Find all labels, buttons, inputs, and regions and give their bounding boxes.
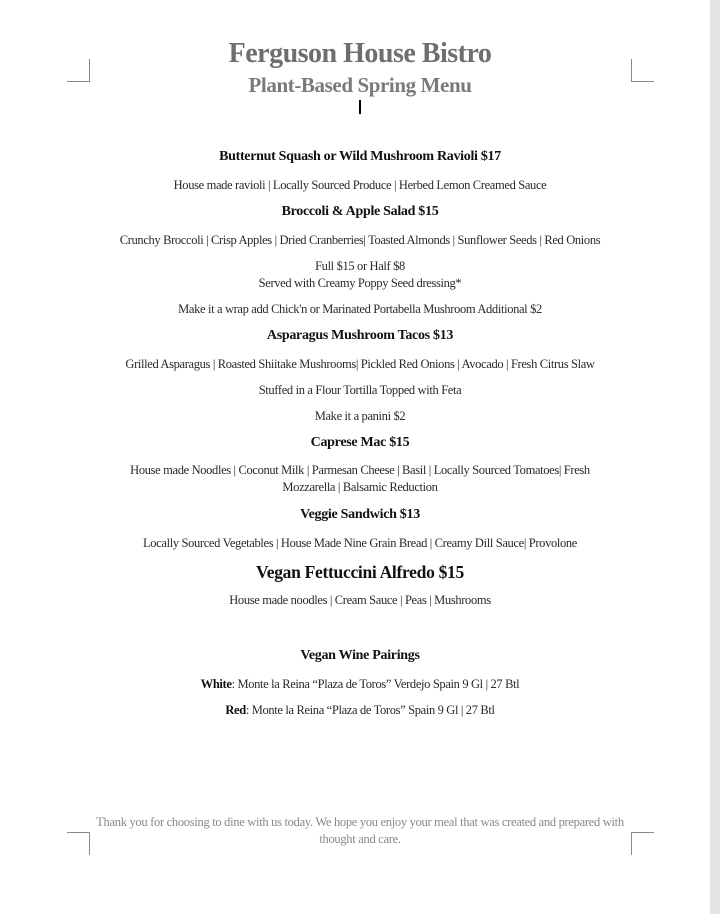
menu-item-description: Grilled Asparagus | Roasted Shiitake Mushrooms| Pickled Red Onions | Avocado | Fresh Citrus Slaw (125, 357, 595, 371)
menu-item-description: House made Noodles | Coconut Milk | Parmesan Cheese | Basil | Locally Sourced Tomatoes| Fresh Mozzarella | Balsamic Reduction (130, 463, 590, 494)
crop-mark-bottom-left (67, 832, 90, 855)
menu-item-note: Stuffed in a Flour Tortilla Topped with Feta (258, 383, 462, 397)
menu-item-heading: Caprese Mac $15 (310, 435, 410, 450)
text-cursor (359, 100, 361, 114)
menu-item-heading: Broccoli & Apple Salad $15 (281, 204, 439, 219)
menu-item-heading: Asparagus Mushroom Tacos $13 (266, 328, 454, 343)
menu-item-description: Crunchy Broccoli | Crisp Apples | Dried Cranberries| Toasted Almonds | Sunflower Seeds | Red Onions (119, 233, 601, 247)
menu-item-description: House made noodles | Cream Sauce | Peas | Mushrooms (229, 593, 491, 607)
crop-mark-top-left (67, 59, 90, 82)
menu-title: Plant-Based Spring Menu (248, 73, 472, 97)
menu-item-dressing: Served with Creamy Poppy Seed dressing* (258, 276, 462, 290)
wine-pairings-heading: Vegan Wine Pairings (300, 648, 420, 663)
menu-item-heading: Veggie Sandwich $13 (300, 507, 420, 522)
menu-item-heading: Vegan Fettuccini Alfredo $15 (256, 562, 464, 582)
menu-item-description: Locally Sourced Vegetables | House Made Nine Grain Bread | Creamy Dill Sauce| Provolone (143, 536, 577, 550)
menu-item-size-option: Full $15 or Half $8 (315, 259, 405, 273)
footer-thank-you: Thank you for choosing to dine with us today. We hope you enjoy your meal that was created and prepared with thought and care. (96, 815, 624, 846)
crop-mark-bottom-right (631, 832, 654, 855)
restaurant-name: Ferguson House Bistro (228, 38, 492, 69)
wine-red-text: : Monte la Reina “Plaza de Toros” Spain 9 Gl | 27 Btl (245, 703, 495, 717)
menu-item-addon: Make it a panini $2 (314, 409, 406, 423)
wine-white-label: White (200, 677, 232, 691)
menu-item-description: House made ravioli | Locally Sourced Produce | Herbed Lemon Creamed Sauce (173, 178, 547, 192)
wine-white-text: : Monte la Reina “Plaza de Toros” Verdejo Spain 9 Gl | 27 Btl (231, 677, 520, 691)
wine-red (90, 703, 630, 718)
wine-red-label: Red (225, 703, 246, 717)
menu-item-addon: Make it a wrap add Chick'n or Marinated Portabella Mushroom Additional $2 (178, 302, 542, 316)
scrollbar[interactable] (710, 0, 720, 914)
menu-item-heading: Butternut Squash or Wild Mushroom Ravioli $17 (219, 149, 501, 164)
wine-white (90, 677, 630, 692)
crop-mark-top-right (631, 59, 654, 82)
